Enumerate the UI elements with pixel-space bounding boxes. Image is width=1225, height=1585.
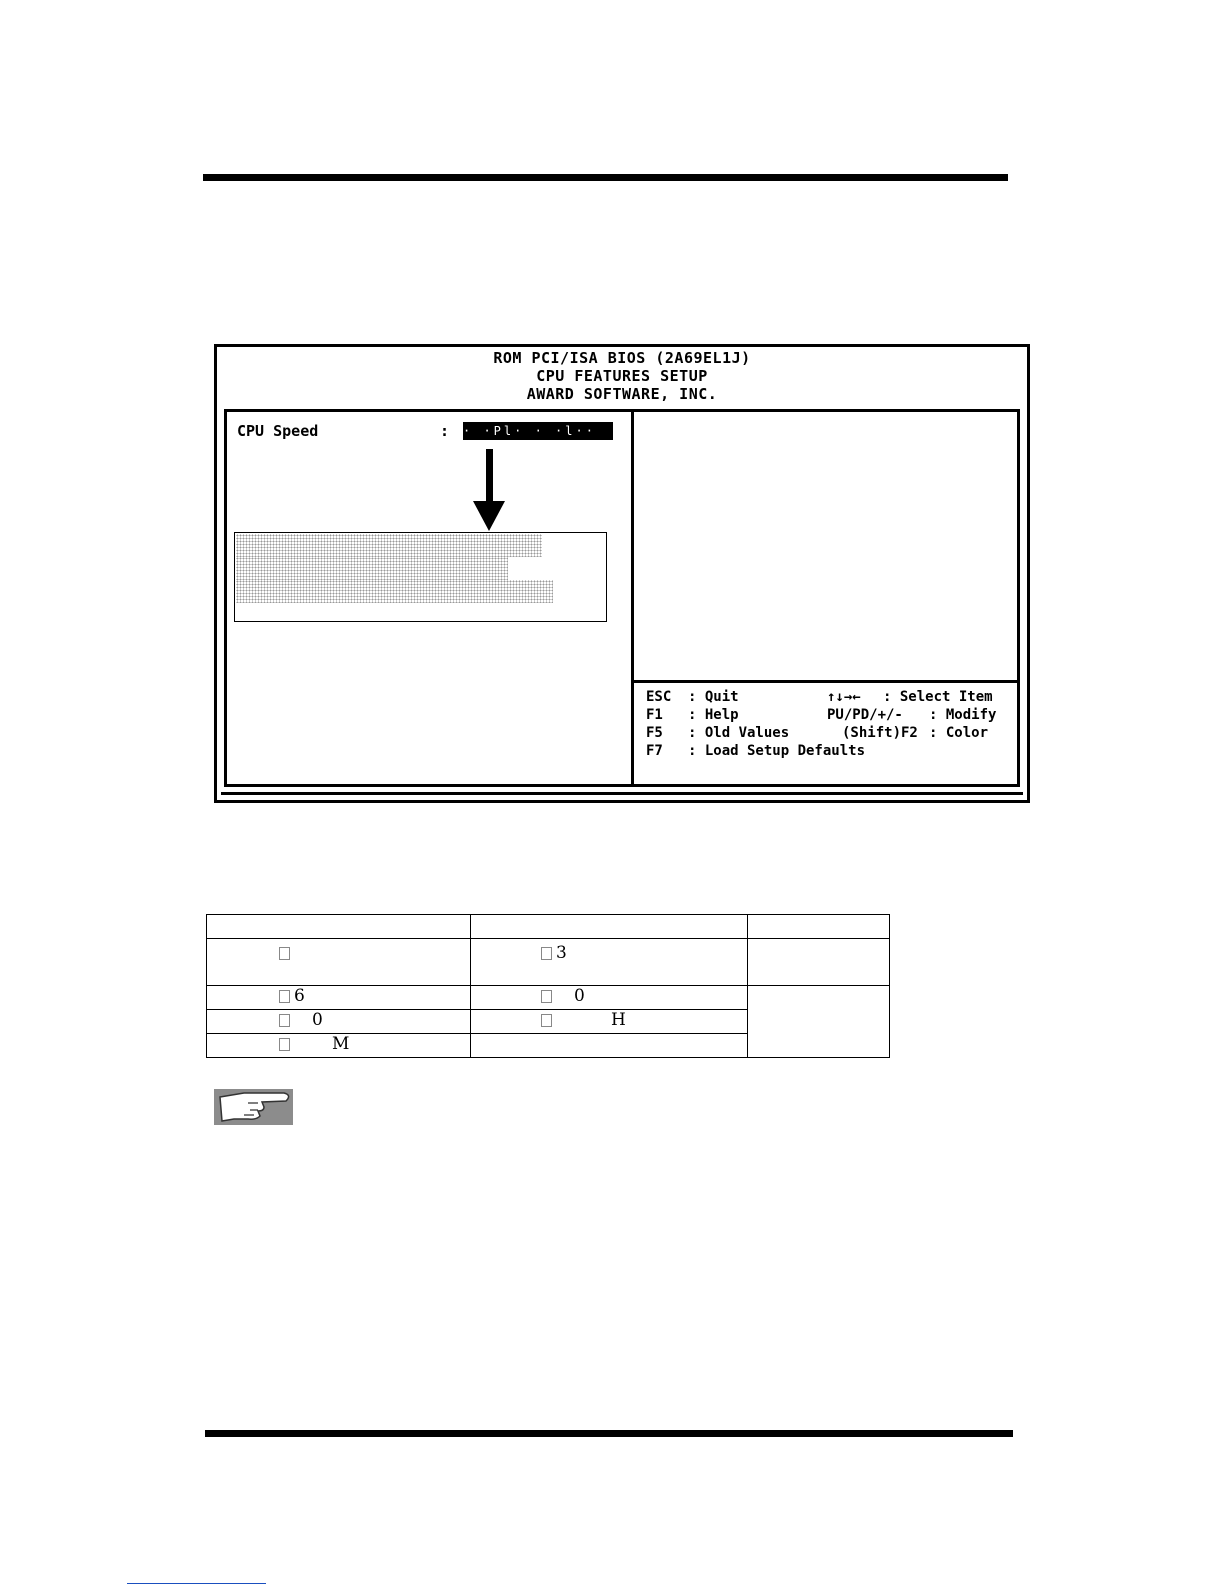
bios-subtitle: CPU FEATURES SETUP [536, 367, 708, 385]
table-row [207, 939, 890, 986]
bios-vendor: AWARD SOFTWARE, INC. [526, 385, 718, 403]
pointing-hand-icon [214, 1089, 293, 1125]
checkbox-icon [279, 1038, 290, 1051]
cpu-speed-option[interactable] [236, 534, 542, 557]
cell-text: 0 [574, 986, 585, 1006]
cell-text: M [332, 1034, 350, 1054]
help-action-select: : Select Item [883, 689, 993, 705]
table-row [207, 986, 890, 1010]
bios-screen [214, 344, 1030, 803]
option-table [206, 914, 890, 1058]
help-action-color: : Color [929, 725, 989, 741]
table-cell [207, 986, 471, 1010]
bios-panel [224, 409, 1020, 787]
cell-text: H [611, 1010, 626, 1030]
table-cell [471, 1010, 748, 1034]
table-header-cell [748, 915, 890, 939]
help-key-shift-f2: (Shift)F2 [842, 725, 918, 741]
table-cell [207, 1034, 471, 1058]
help-key-esc: ESC [646, 689, 672, 705]
cpu-speed-options-list [234, 532, 607, 622]
down-arrow-head-icon [473, 501, 505, 531]
table-header-row [207, 915, 890, 939]
checkbox-icon [279, 1014, 290, 1027]
cpu-speed-option[interactable] [236, 580, 553, 603]
cpu-speed-option[interactable] [236, 557, 508, 580]
bios-bottom-bar [221, 792, 1023, 795]
help-key-pupd: PU/PD/+/- [827, 707, 903, 723]
bios-title: ROM PCI/ISA BIOS (2A69EL1J) [493, 349, 751, 367]
help-action-old-values: : Old Values [688, 725, 790, 741]
help-action-modify: : Modify [929, 707, 997, 723]
bottom-rule [205, 1430, 1013, 1437]
cell-text: 3 [556, 943, 567, 963]
table-cell [207, 1010, 471, 1034]
panel-divider [631, 412, 634, 784]
cpu-speed-separator: : [440, 422, 450, 440]
cpu-speed-field[interactable]: · ·Pl· · ·l·· [463, 422, 613, 440]
cell-text: 0 [312, 1010, 323, 1030]
footer-link-underline[interactable] [127, 1583, 266, 1584]
table-cell [471, 986, 748, 1010]
help-key-arrows: ↑↓→← [827, 689, 861, 705]
help-action-quit: : Quit [688, 689, 739, 705]
table-cell [748, 986, 890, 1058]
bios-header [217, 349, 1027, 403]
checkbox-icon [541, 947, 552, 960]
table-header-cell [471, 915, 748, 939]
checkbox-icon [541, 1014, 552, 1027]
table-cell [471, 1034, 748, 1058]
cell-text: 6 [294, 986, 305, 1006]
help-keys [646, 688, 1016, 768]
help-separator [634, 680, 1017, 683]
cpu-speed-label: CPU Speed [237, 422, 319, 440]
checkbox-icon [541, 990, 552, 1003]
table-cell [748, 939, 890, 986]
table-cell [471, 939, 748, 986]
table-header-cell [207, 915, 471, 939]
help-action-load-defaults: : Load Setup Defaults [688, 743, 866, 759]
table-cell [207, 939, 471, 986]
top-rule [203, 174, 1008, 181]
checkbox-icon [279, 947, 290, 960]
checkbox-icon [279, 990, 290, 1003]
help-action-help: : Help [688, 707, 739, 723]
help-key-f7: F7 [646, 743, 663, 759]
down-arrow-icon [486, 449, 493, 504]
help-key-f1: F1 [646, 707, 663, 723]
help-key-f5: F5 [646, 725, 663, 741]
